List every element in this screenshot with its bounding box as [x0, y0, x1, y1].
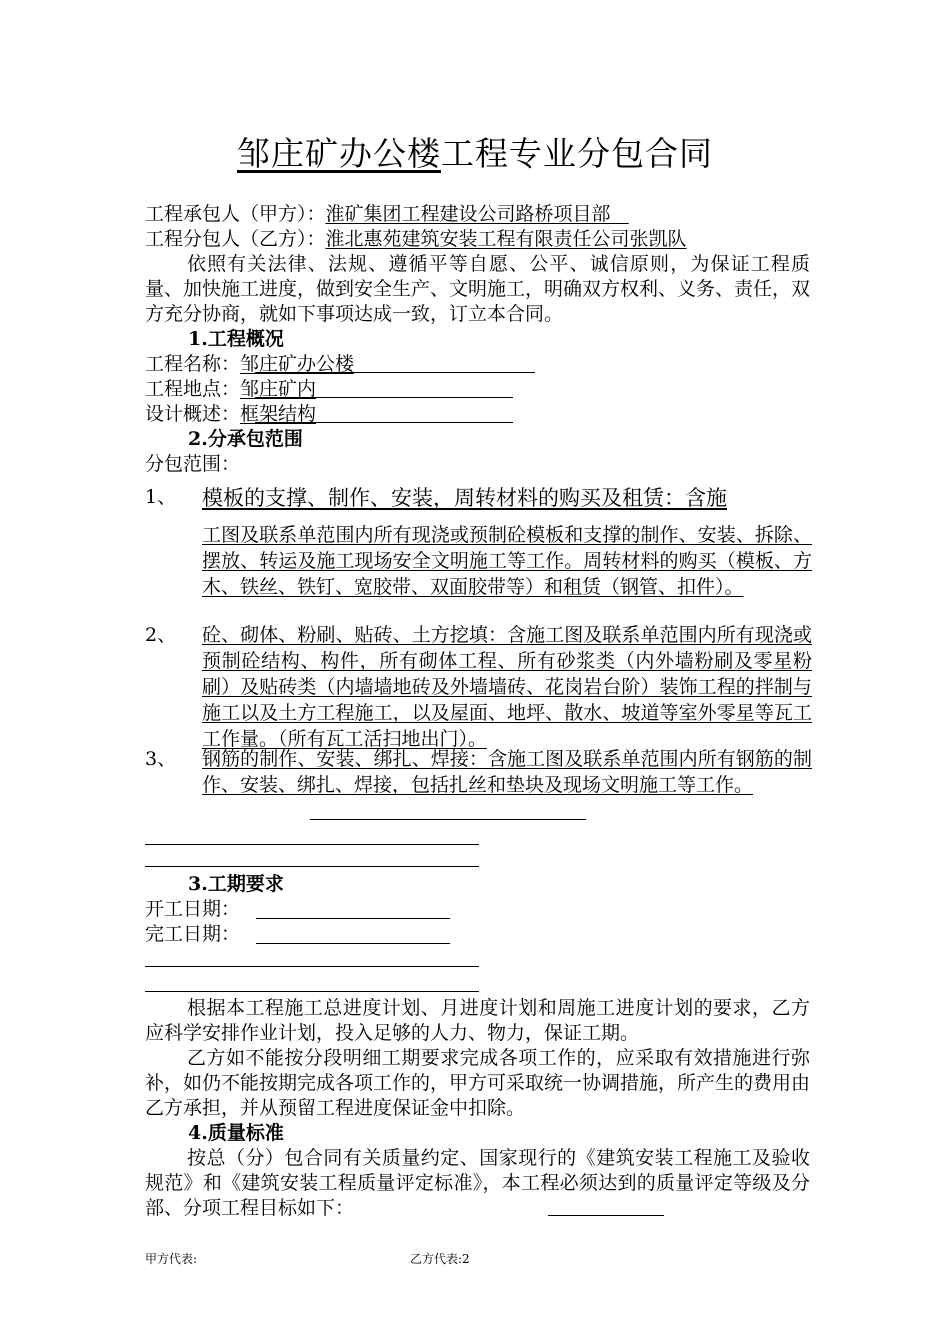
section4-heading: 4.质量标准 — [188, 1122, 284, 1144]
scope-item-3-number: 3、 — [145, 748, 177, 770]
party-b-label: 工程分包人（乙方）： — [145, 228, 326, 250]
party-b-line — [145, 227, 687, 251]
scope-item-1-number: 1、 — [145, 486, 177, 508]
design-overview-value: 框架结构 — [240, 403, 317, 425]
blank-line-4 — [145, 991, 479, 992]
footer-party-a-representative: 甲方代表: — [145, 1252, 198, 1266]
section2-heading: 2.分承包范围 — [188, 428, 303, 450]
blank-line-1 — [145, 844, 479, 845]
start-date-blank — [256, 918, 450, 919]
project-location-line: 工程地点：邹庄矿内 — [145, 378, 317, 400]
start-date-line: 开工日期： — [145, 898, 241, 920]
scope-item-1-first-line: 模板的支撑、制作、安装，周转材料的购买及租赁：含施 — [202, 486, 727, 510]
footer-party-b-representative: 乙方代表:2 — [410, 1252, 470, 1266]
contract-title — [0, 128, 950, 175]
scope-item-3-tail-underline — [310, 819, 586, 820]
project-name-value: 邹庄矿办公楼 — [240, 353, 355, 375]
project-location-value: 邹庄矿内 — [240, 378, 317, 400]
scope-item-3-text: 钢筋的制作、安装、绑扎、焊接：含施工图及联系单范围内所有钢筋的制作、安装、绑扎、焊接，包括扎丝和垫块及现场文明施工等工作。 — [202, 748, 812, 796]
quality-paragraph: 按总（分）包合同有关质量约定、国家现行的《建筑安装工程施工及验收规范》和《建筑安装工程质量评定标准》，本工程必须达到的质量评定等级及分部、分项工程目标如下： — [145, 1147, 810, 1219]
title-project-name: 邹庄矿办公楼 — [237, 134, 441, 173]
project-location-underline — [255, 397, 513, 398]
design-overview-underline — [255, 422, 513, 423]
scope-item-1-text: 工图及联系单范围内所有现浇或预制砼模板和支撑的制作、安装、拆除、摆放、转运及施工现场安全文明施工等工作。周转材料的购买（模板、方木、铁丝、铁钉、宽胶带、双面胶带等）和租赁（钢管、扣件）。 — [202, 524, 812, 598]
blank-line-3 — [145, 966, 479, 967]
project-name-line: 工程名称：邹庄矿办公楼 — [145, 353, 355, 375]
scope-label: 分包范围： — [145, 453, 241, 475]
party-a-label: 工程承包人（甲方）： — [145, 203, 326, 225]
title-rest: 工程专业分包合同 — [441, 134, 713, 173]
design-overview-line: 设计概述：框架结构 — [145, 403, 317, 425]
scope-item-2-text: 砼、砌体、粉刷、贴砖、土方挖填：含施工图及联系单范围内所有现浇或预制砼结构、构件，所有砌体工程、所有砂浆类（内外墙粉刷及零星粉刷）及贴砖类（内墙墙地砖及外墙墙砖、花岗岩台阶）装饰工程的拌制与施工以及土方工程施工，以及屋面、地坪、散水、坡道等室外零星等瓦工工作量。（所有瓦工活扫地出门）。 — [202, 624, 812, 750]
schedule-paragraph-1: 根据本工程施工总进度计划、月进度计划和周施工进度计划的要求，乙方应科学安排作业计划，投入足够的人力、物力，保证工期。 — [145, 997, 810, 1044]
scope-item-2-number: 2、 — [145, 624, 177, 646]
section1-heading: 1.工程概况 — [188, 328, 284, 350]
party-b-value: 淮北惠苑建筑安装工程有限责任公司张凯队 — [325, 228, 687, 250]
end-date-blank — [256, 943, 450, 944]
blank-line-2 — [145, 866, 479, 867]
section3-heading: 3.工期要求 — [188, 873, 284, 895]
intro-paragraph: 依照有关法律、法规、遵循平等自愿、公平、诚信原则，为保证工程质量、加快施工进度，做到安全生产、文明施工，明确双方权利、义务、责任，双方充分协商，就如下事项达成一致，订立本合同。 — [145, 253, 811, 325]
project-name-underline — [255, 372, 535, 373]
party-a-value: 淮矿集团工程建设公司路桥项目部 — [325, 203, 611, 225]
schedule-paragraph-2: 乙方如不能按分段明细工期要求完成各项工作的，应采取有效措施进行弥补，如仍不能按期完成各项工作的，甲方可采取统一协调措施，所产生的费用由乙方承担，并从预留工程进度保证金中扣除。 — [145, 1047, 811, 1119]
quality-target-blank — [548, 1215, 664, 1216]
party-a-line — [145, 202, 629, 226]
end-date-line: 完工日期： — [145, 923, 241, 945]
